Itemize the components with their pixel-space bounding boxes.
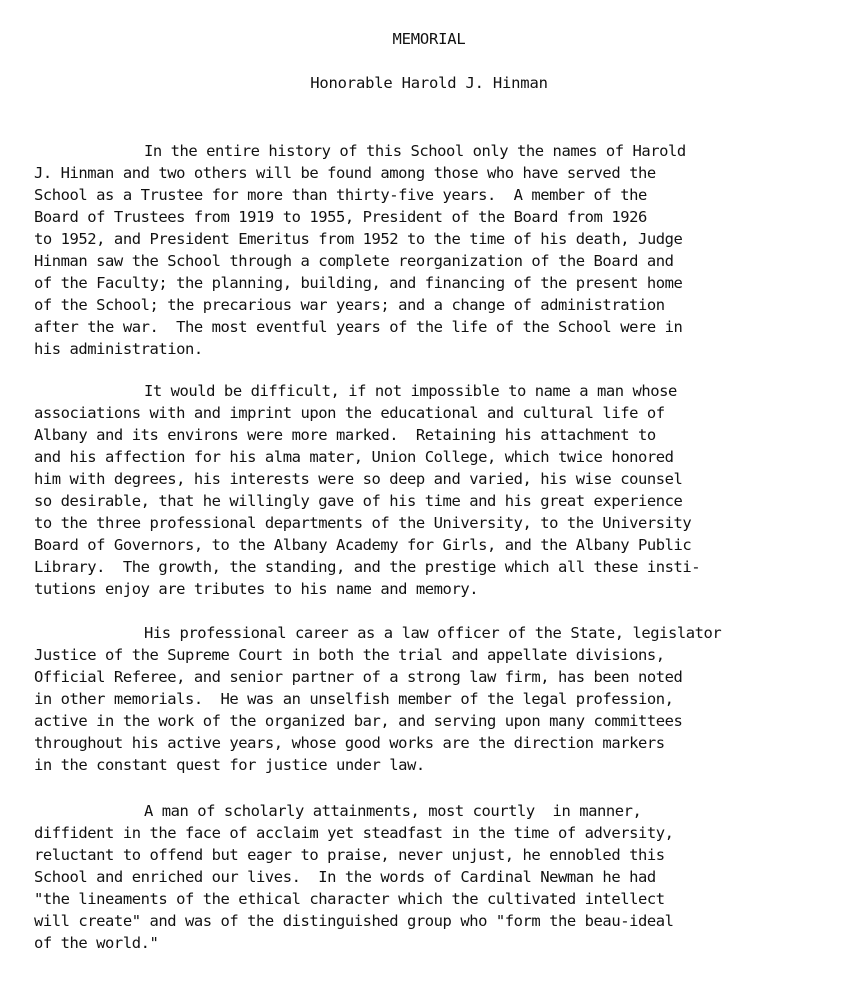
paragraph-line: will create" and was of the distinguished group who "form the beau-ideal [34, 912, 674, 930]
paragraph-line: In the entire history of this School only the names of Harold [144, 142, 686, 160]
paragraph-line: his administration. [34, 340, 203, 358]
document-subtitle: Honorable Harold J. Hinman [310, 74, 548, 92]
paragraph-line: Justice of the Supreme Court in both the trial and appellate divisions, [34, 646, 665, 664]
paragraph-line: Board of Trustees from 1919 to 1955, President of the Board from 1926 [34, 208, 647, 226]
paragraph-career [34, 622, 856, 776]
paragraph-line: in other memorials. He was an unselfish member of the legal profession, [34, 690, 674, 708]
paragraph-line: of the Faculty; the planning, building, and financing of the present home [34, 274, 683, 292]
paragraph-line: A man of scholarly attainments, most courtly in manner, [144, 802, 642, 820]
paragraph-line: to 1952, and President Emeritus from 1952 to the time of his death, Judge [34, 230, 683, 248]
paragraph-line: Library. The growth, the standing, and the prestige which all these insti- [34, 558, 701, 576]
paragraph-tenure [34, 140, 856, 360]
paragraph-line: to the three professional departments of the University, to the University [34, 514, 692, 532]
paragraph-line: of the School; the precarious war years; and a change of administration [34, 296, 665, 314]
paragraph-line: Board of Governors, to the Albany Academy for Girls, and the Albany Public [34, 536, 692, 554]
paragraph-line: so desirable, that he willingly gave of his time and his great experience [34, 492, 683, 510]
document-title: MEMORIAL [392, 30, 466, 48]
paragraph-line: School as a Trustee for more than thirty-five years. A member of the [34, 186, 647, 204]
paragraph-line: tutions enjoy are tributes to his name and memory. [34, 580, 479, 598]
paragraph-line: him with degrees, his interests were so deep and varied, his wise counsel [34, 470, 683, 488]
paragraph-line: associations with and imprint upon the educational and cultural life of [34, 404, 665, 422]
paragraph-line: and his affection for his alma mater, Union College, which twice honored [34, 448, 674, 466]
paragraph-line: reluctant to offend but eager to praise, never unjust, he ennobled this [34, 846, 665, 864]
paragraph-line: after the war. The most eventful years of the life of the School were in [34, 318, 683, 336]
paragraph-line: Hinman saw the School through a complete reorganization of the Board and [34, 252, 674, 270]
paragraph-line: J. Hinman and two others will be found among those who have served the [34, 164, 656, 182]
paragraph-line: Official Referee, and senior partner of a strong law firm, has been noted [34, 668, 683, 686]
paragraph-line: School and enriched our lives. In the words of Cardinal Newman he had [34, 868, 656, 886]
paragraph-line: It would be difficult, if not impossible to name a man whose [144, 382, 677, 400]
paragraph-line: active in the work of the organized bar, and serving upon many committees [34, 712, 683, 730]
paragraph-line: His professional career as a law officer of the State, legislator [144, 624, 722, 642]
paragraph-line: of the world." [34, 934, 159, 952]
paragraph-character [34, 800, 856, 954]
paragraph-civic-life [34, 380, 856, 600]
paragraph-line: in the constant quest for justice under law. [34, 756, 425, 774]
paragraph-line: "the lineaments of the ethical character which the cultivated intellect [34, 890, 665, 908]
paragraph-line: throughout his active years, whose good works are the direction markers [34, 734, 665, 752]
paragraph-line: diffident in the face of acclaim yet steadfast in the time of adversity, [34, 824, 674, 842]
paragraph-line: Albany and its environs were more marked. Retaining his attachment to [34, 426, 656, 444]
